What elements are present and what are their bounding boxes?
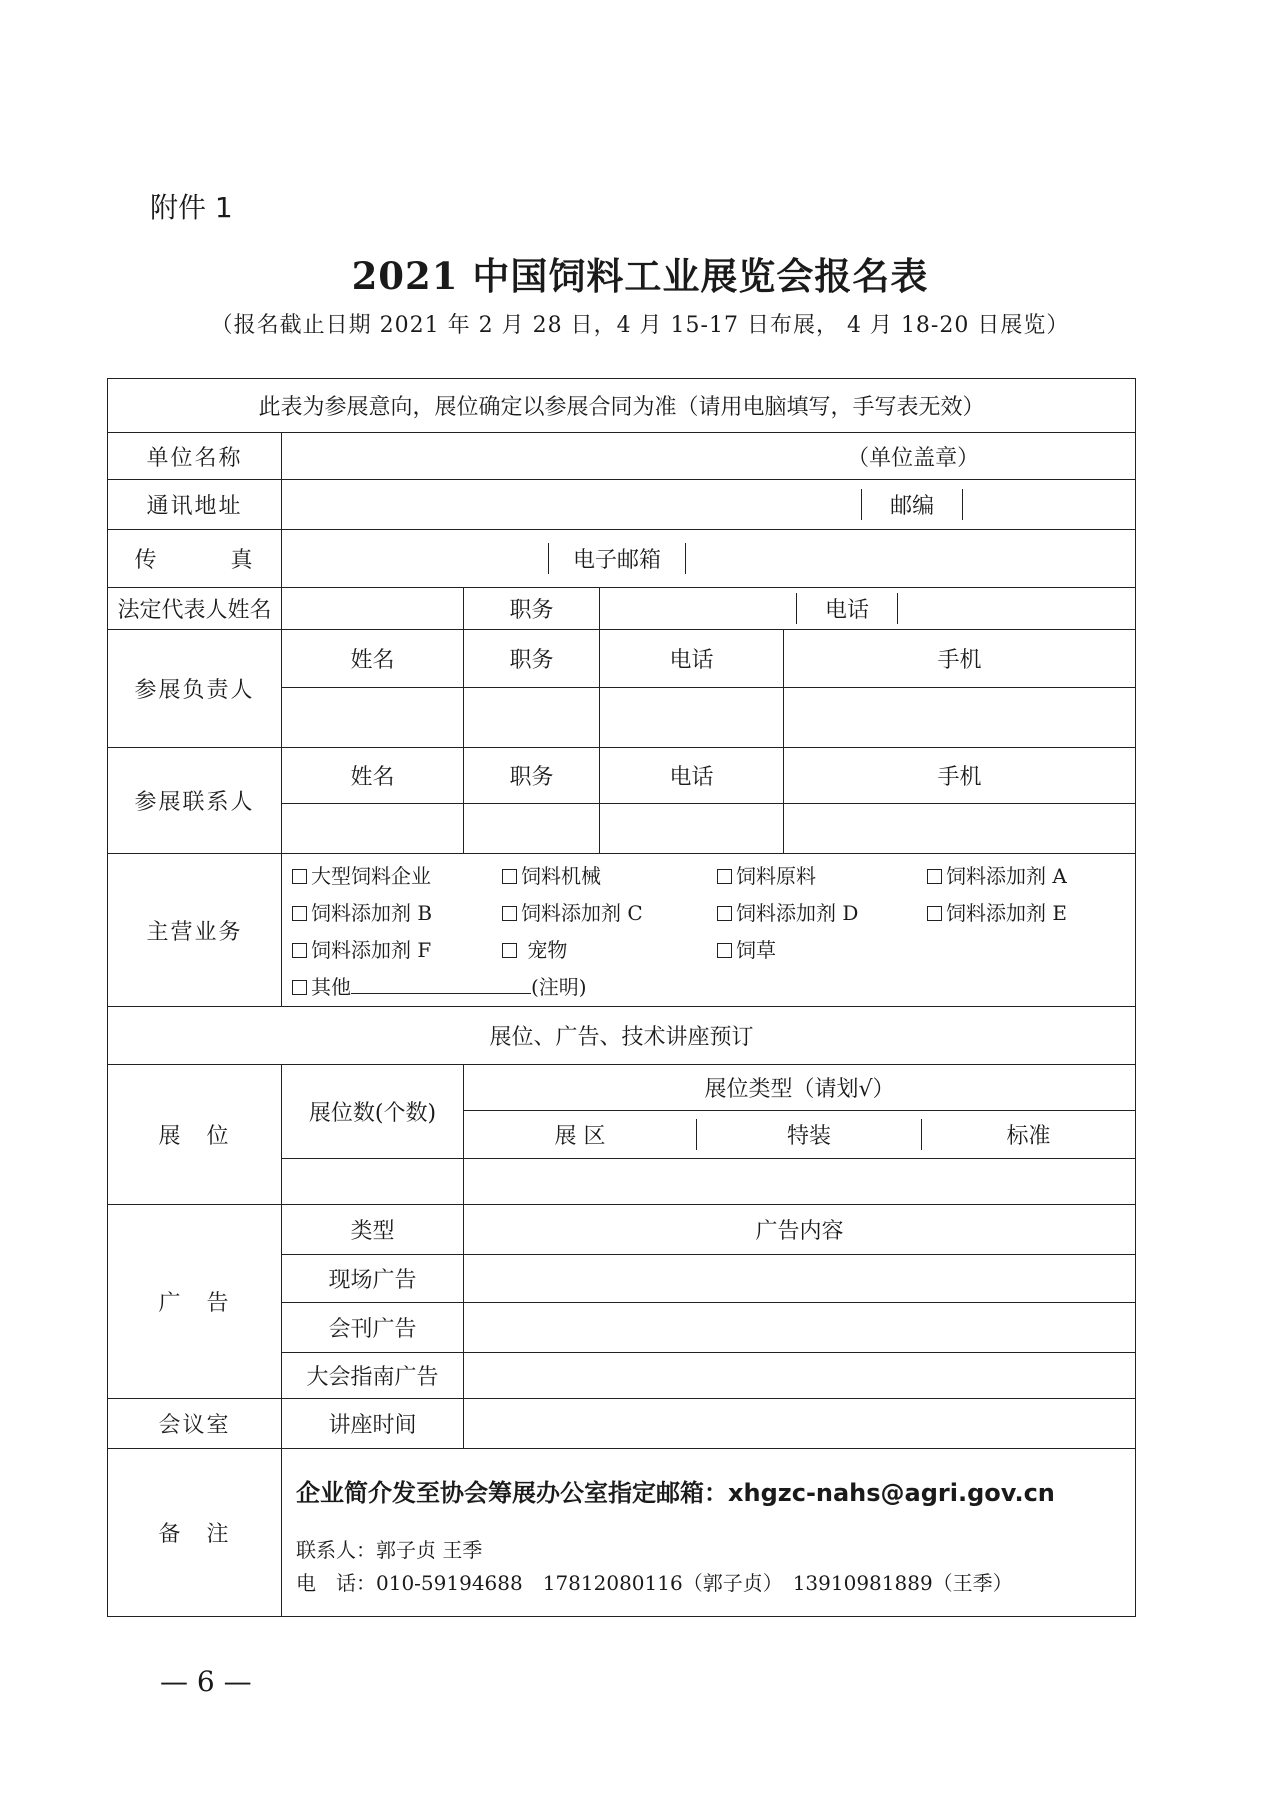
remarks-email: 企业简介发至协会筹展办公室指定邮箱：xhgzc-nahs@agri.gov.cn [296, 1479, 1055, 1507]
postcode-label: 邮编 [862, 489, 963, 520]
head-name-field[interactable] [282, 688, 464, 748]
ad-type-header: 类型 [282, 1205, 464, 1255]
checkbox-icon[interactable] [717, 943, 732, 958]
fax-label: 传 真 [108, 530, 282, 588]
ad-type-onsite: 现场广告 [282, 1255, 464, 1303]
business-option[interactable]: 饲料添加剂 F [292, 934, 502, 963]
business-label: 主营业务 [108, 854, 282, 1007]
business-options [282, 854, 1135, 1006]
contact-position-field[interactable] [464, 804, 600, 854]
lecture-time-label: 讲座时间 [282, 1399, 464, 1449]
form-subtitle: （报名截止日期 2021 年 2 月 28 日，4 月 15-17 日布展， 4 月 18-20 日展览） [210, 313, 1070, 338]
ad-onsite-field[interactable] [464, 1255, 1136, 1303]
remarks-label: 备 注 [108, 1449, 282, 1617]
email-field[interactable] [686, 543, 1136, 574]
legal-rep-phone-label: 电话 [797, 593, 898, 624]
checkbox-icon[interactable] [717, 906, 732, 921]
meeting-room-label: 会议室 [108, 1399, 282, 1449]
booth-type-zone: 展 区 [464, 1119, 697, 1150]
legal-rep-position-field[interactable] [600, 593, 797, 624]
business-option[interactable]: 饲料添加剂 A [927, 860, 1117, 889]
lecture-time-field[interactable] [464, 1399, 1136, 1449]
booking-section-title: 展位、广告、技术讲座预订 [108, 1007, 1136, 1065]
business-option-other[interactable]: 其他 (注明) [292, 971, 927, 1000]
contact-name-field[interactable] [282, 804, 464, 854]
booth-label: 展 位 [108, 1065, 282, 1205]
ad-content-header: 广告内容 [464, 1205, 1136, 1255]
unit-name-field[interactable] [282, 433, 1136, 480]
business-option[interactable]: 宠物 [502, 934, 717, 963]
registration-form [107, 378, 1136, 1617]
head-position-field[interactable] [464, 688, 600, 748]
checkbox-icon[interactable] [927, 869, 942, 884]
notice-row: 此表为参展意向，展位确定以参展合同为准（请用电脑填写，手写表无效） [108, 379, 1136, 433]
business-option[interactable]: 饲料添加剂 B [292, 897, 502, 926]
ad-label: 广 告 [108, 1205, 282, 1399]
booth-type-special: 特装 [697, 1119, 922, 1150]
booth-type-header: 展位类型（请划√） [464, 1065, 1136, 1111]
business-option[interactable]: 饲料机械 [502, 860, 717, 889]
ad-type-guide: 大会指南广告 [282, 1353, 464, 1399]
legal-rep-phone-field[interactable] [898, 593, 1136, 624]
unit-name-label: 单位名称 [108, 433, 282, 480]
other-blank-field[interactable] [351, 993, 531, 994]
contact-col-mobile: 手机 [784, 748, 1136, 804]
head-col-position: 职务 [464, 630, 600, 688]
checkbox-icon[interactable] [292, 980, 307, 995]
head-col-name: 姓名 [282, 630, 464, 688]
ad-guide-field[interactable] [464, 1353, 1136, 1399]
form-title: 2021 中国饲料工业展览会报名表 [351, 254, 929, 298]
business-option[interactable]: 饲料原料 [717, 860, 927, 889]
postcode-field[interactable] [963, 489, 1136, 520]
contact-col-position: 职务 [464, 748, 600, 804]
booth-count-field[interactable] [282, 1159, 464, 1205]
business-option[interactable]: 大型饲料企业 [292, 860, 502, 889]
ad-catalogue-field[interactable] [464, 1303, 1136, 1353]
fax-field[interactable] [282, 543, 549, 574]
checkbox-icon[interactable] [502, 943, 517, 958]
contact-phone-field[interactable] [600, 804, 784, 854]
business-option[interactable]: 饲料添加剂 D [717, 897, 927, 926]
contact-col-name: 姓名 [282, 748, 464, 804]
business-option[interactable]: 饲料添加剂 E [927, 897, 1117, 926]
head-mobile-field[interactable] [784, 688, 1136, 748]
legal-rep-field[interactable] [282, 588, 464, 630]
seal-note: （单位盖章） [847, 445, 980, 471]
exhibit-contact-label: 参展联系人 [108, 748, 282, 854]
attachment-label: 附件 1 [150, 191, 233, 224]
business-option[interactable]: 饲料添加剂 C [502, 897, 717, 926]
business-option[interactable]: 饲草 [717, 934, 927, 963]
email-label: 电子邮箱 [549, 543, 686, 574]
contact-col-phone: 电话 [600, 748, 784, 804]
page-number: — 6 — [160, 1665, 252, 1698]
booth-type-standard: 标准 [1006, 1124, 1051, 1149]
legal-rep-label: 法定代表人姓名 [108, 588, 282, 630]
remarks-contact: 联系人：郭子贞 王季 [296, 1538, 483, 1562]
remarks-phone: 电 话：010-59194688 17812080116（郭子贞） 13910981889（王季） [296, 1571, 1013, 1595]
remarks-content [282, 1449, 1136, 1617]
exhibit-head-label: 参展负责人 [108, 630, 282, 748]
head-col-mobile: 手机 [784, 630, 1136, 688]
checkbox-icon[interactable] [292, 906, 307, 921]
address-field[interactable] [282, 489, 862, 520]
contact-mobile-field[interactable] [784, 804, 1136, 854]
checkbox-icon[interactable] [927, 906, 942, 921]
head-phone-field[interactable] [600, 688, 784, 748]
checkbox-icon[interactable] [502, 906, 517, 921]
head-col-phone: 电话 [600, 630, 784, 688]
checkbox-icon[interactable] [502, 869, 517, 884]
booth-count-label: 展位数(个数) [282, 1065, 464, 1159]
legal-rep-position-label: 职务 [464, 588, 600, 630]
address-label: 通讯地址 [108, 480, 282, 530]
checkbox-icon[interactable] [717, 869, 732, 884]
ad-type-catalogue: 会刊广告 [282, 1303, 464, 1353]
checkbox-icon[interactable] [292, 943, 307, 958]
checkbox-icon[interactable] [292, 869, 307, 884]
